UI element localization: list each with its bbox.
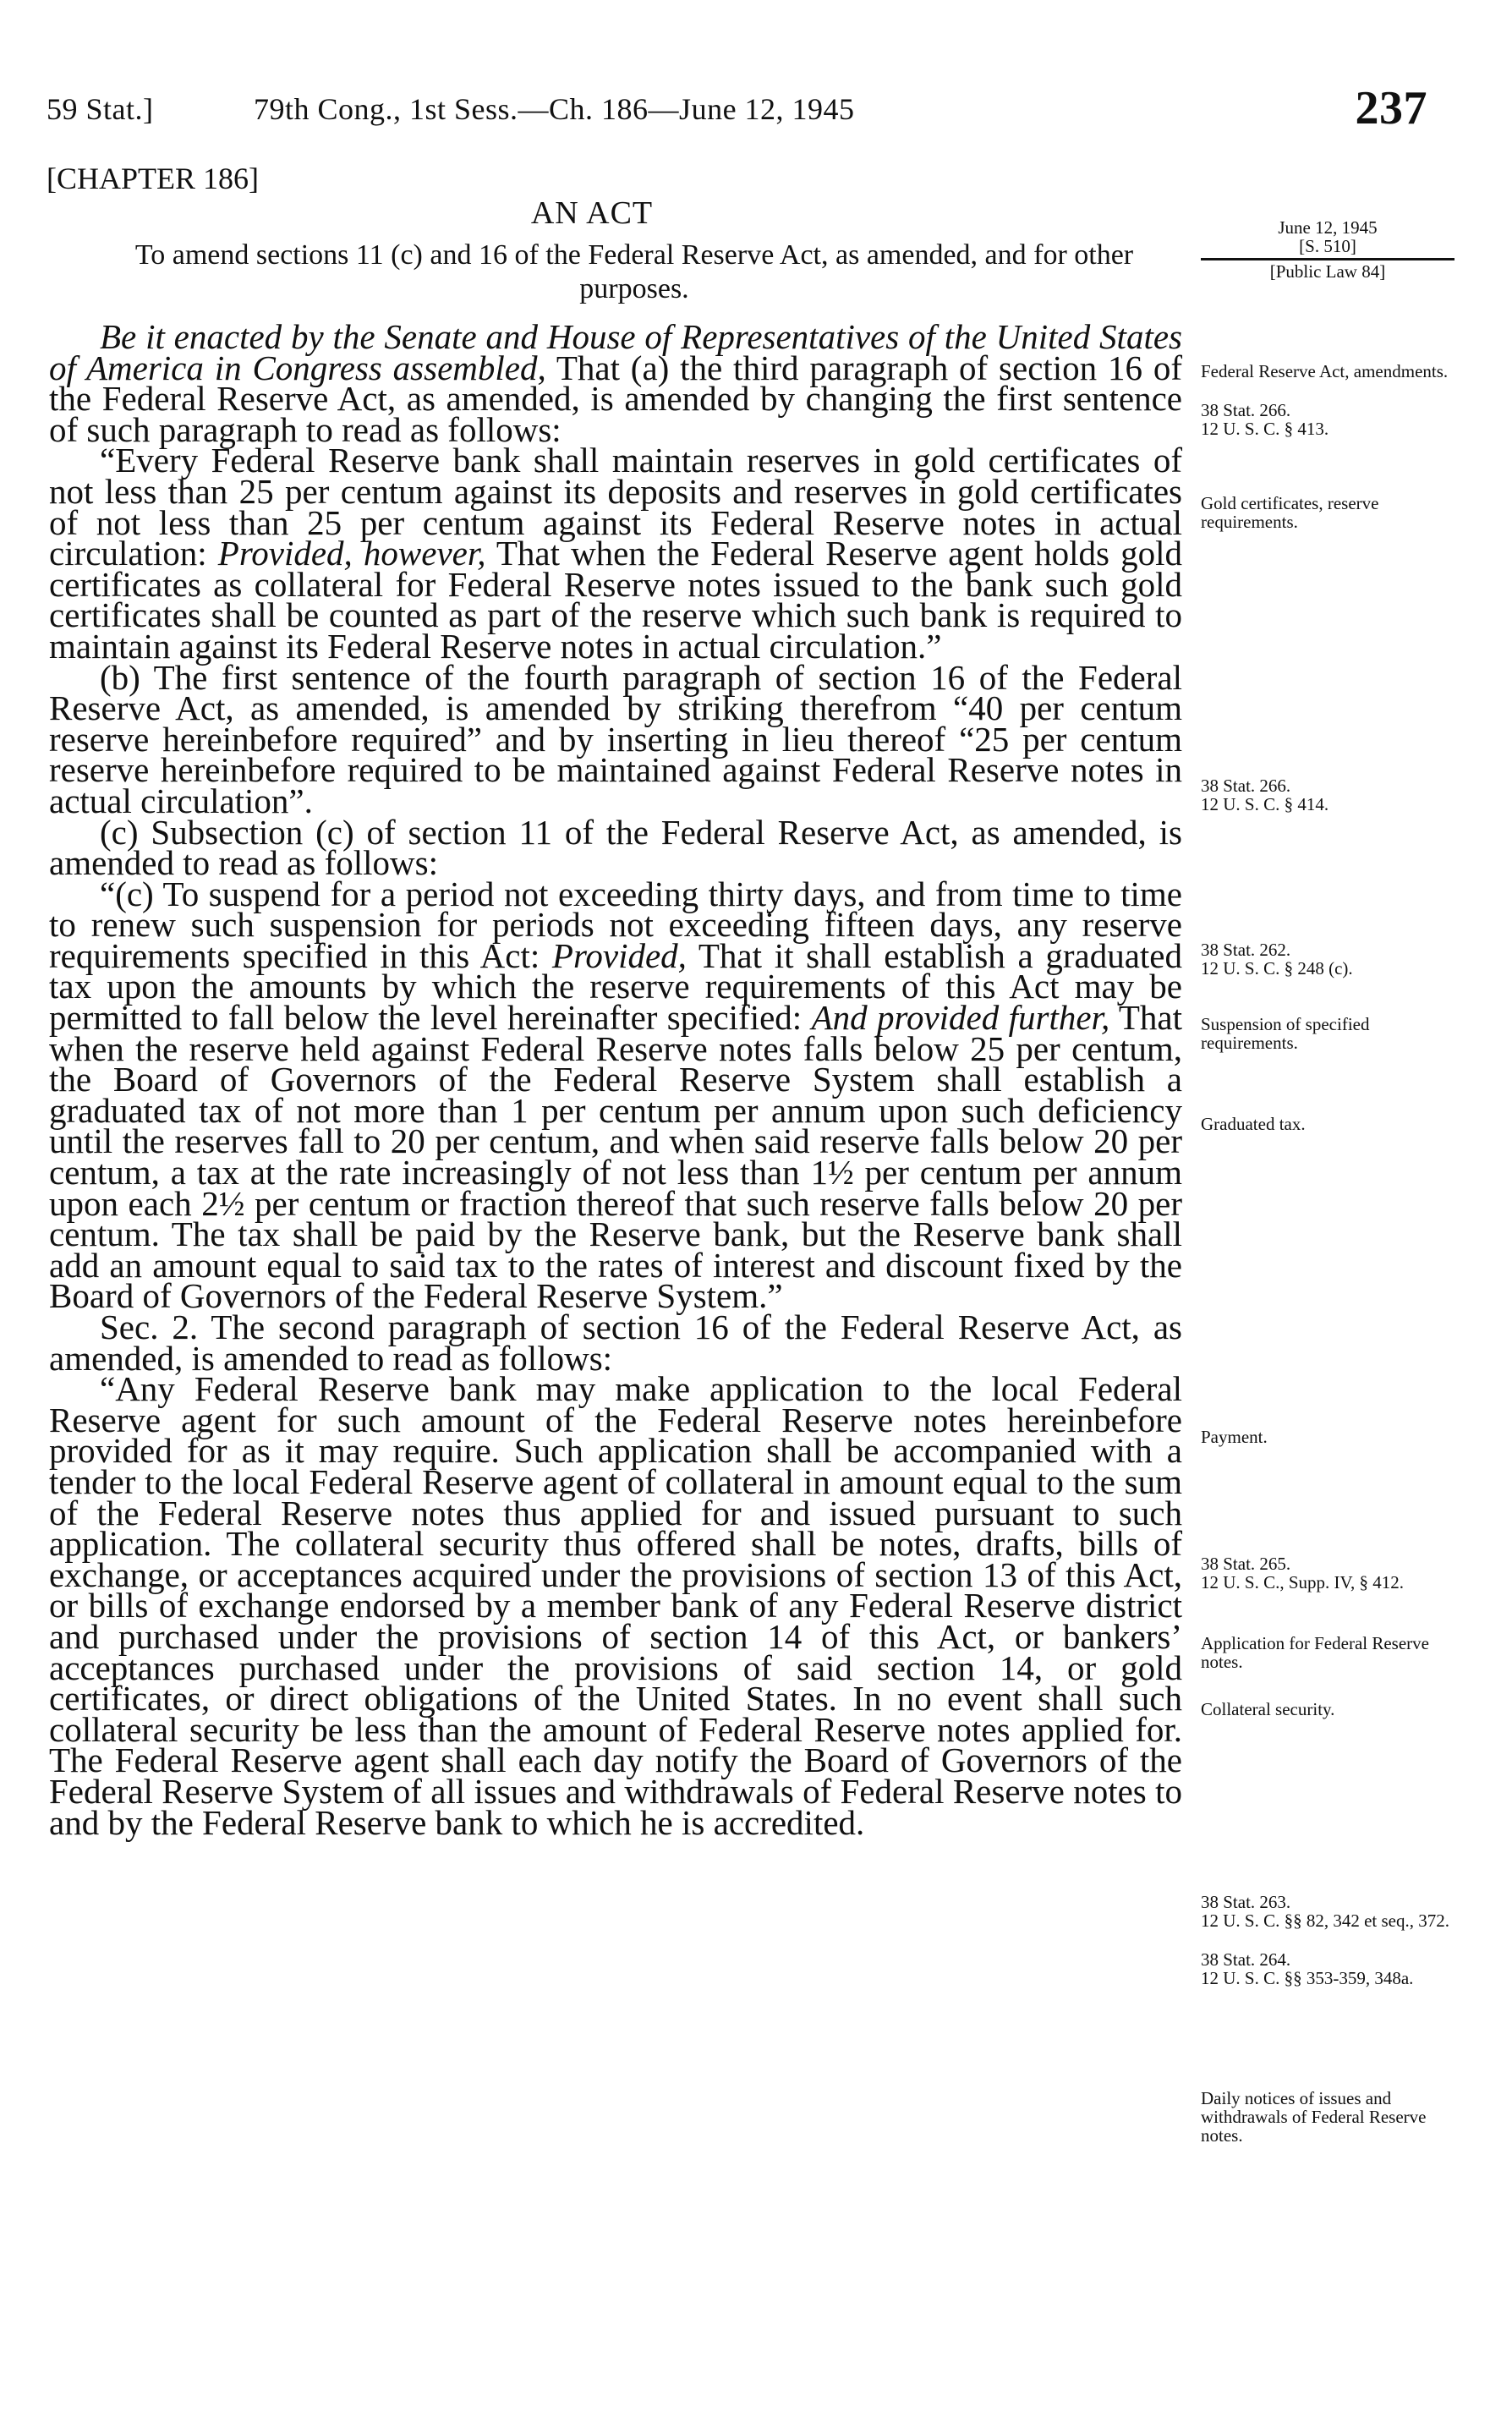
margin-note: 38 Stat. 266. <box>1201 400 1291 420</box>
enacting-clause <box>49 317 1183 449</box>
enacting-formula: Be it enacted by the Senate and House of Representatives of the United States of America in Congress assembled, <box>49 317 1182 387</box>
margin-note: Gold certificates, reserve requirements. <box>1201 493 1379 532</box>
margin-note: Daily notices of issues and withdrawals of Federal Reserve notes. <box>1201 2088 1427 2146</box>
quoted-suspension-provision <box>49 874 1182 1316</box>
quote-text: That when the reserve held against Federal Reserve notes falls below 25 per centum, the Board of Governors of the Federal Reserve System shall establish a graduated tax of not more than 1 per centum per annum upon such deficiency until the reserves fall to 20 per centum, and when said reserve falls below 20 per centum, a tax at the rate increasingly of not less than 1½ per centum per annum upon each 2½ per centum or fraction thereof that such reserve falls below 20 per centum. The tax shall be paid by the Reserve bank, but the Reserve bank shall add an amount equal to said tax to the rates of interest and discount fixed by the Board of Governors of the Federal Reserve System.” <box>49 998 1182 1316</box>
section-1b: (b) The first sentence of the fourth paragraph of section 16 of the Federal Reserve Act, as amended, is amended by striking therefrom “40 per centum reserve hereinbefore required” and by inserting in lieu thereof “25 per centum reserve hereinbefore required to be maintained against Federal Reserve notes in actual circulation”. <box>49 657 1182 820</box>
quote-text: “(c) To suspend for a period not exceeding thirty days, and from time to time to renew such suspension for periods not exceeding fifteen days, any reserve requirements specified in this Act: <box>49 874 1182 975</box>
margin-note: 38 Stat. 265. <box>1201 1554 1291 1574</box>
margin-note: 38 Stat. 266. <box>1201 776 1291 796</box>
quote-text: “Every Federal Reserve bank shall maintain reserves in gold certificates of not less than 25 per centum against its deposits and reserves in gold certificates of not less than 25 per centum against its Federal Reserve notes in actual circulation: <box>49 441 1182 573</box>
running-head: 79th Cong., 1st Sess.—Ch. 186—June 12, 1945 <box>254 92 855 126</box>
stat-reference: 59 Stat.] <box>47 92 154 126</box>
margin-note: 38 Stat. 264. <box>1201 1949 1291 1970</box>
proviso-label: Provided, <box>551 935 687 975</box>
proviso-label: And provided further, <box>811 998 1110 1038</box>
section-2: Sec. 2. The second paragraph of section 16 of the Federal Reserve Act, as amended, is amended to read as follows: <box>49 1307 1182 1378</box>
margin-note: Suspension of specified requirements. <box>1201 1014 1370 1053</box>
margin-rule <box>1201 258 1454 260</box>
section-1a-text: That (a) the third paragraph of section 16 of the Federal Reserve Act, as amended, is amended by changing the first sentence of such paragraph to read as follows: <box>49 348 1183 449</box>
margin-note: 12 U. S. C. § 248 (c). <box>1201 958 1353 979</box>
quote-text: That when the Federal Reserve agent holds gold certificates as collateral for Federal Reserve notes issued to the bank such gold certificates shall be counted as part of the reserve which such bank is required to maintain against its Federal Reserve notes in actual circulation.” <box>49 534 1182 666</box>
quoted-reserve-provision <box>49 441 1182 666</box>
margin-note: 12 U. S. C. §§ 353-359, 348a. <box>1201 1968 1414 1988</box>
margin-public-law: [Public Law 84] <box>1269 261 1386 282</box>
margin-bill: [S. 510] <box>1299 236 1356 256</box>
margin-note: 12 U. S. C. § 413. <box>1201 419 1329 439</box>
section-1c: (c) Subsection (c) of section 11 of the Federal Reserve Act, as amended, is amended to read as follows: <box>49 812 1182 883</box>
page-number: 237 <box>1355 82 1427 134</box>
margin-note: Application for Federal Reserve notes. <box>1201 1633 1429 1672</box>
margin-note: Federal Reserve Act, amendments. <box>1201 361 1449 381</box>
quote-text: That it shall establish a graduated tax upon the amounts by which the reserve requirements of this Act may be permitted to fall below the level hereinafter specified: <box>49 935 1182 1038</box>
margin-note: Payment. <box>1201 1427 1268 1447</box>
margin-date: June 12, 1945 <box>1278 217 1378 238</box>
act-title: AN ACT <box>530 195 654 231</box>
margin-note: Collateral security. <box>1201 1699 1335 1719</box>
margin-note: 38 Stat. 262. <box>1201 940 1291 960</box>
margin-note: 12 U. S. C. § 414. <box>1201 794 1329 814</box>
margin-note: 12 U. S. C., Supp. IV, § 412. <box>1201 1572 1404 1592</box>
act-purpose: To amend sections 11 (c) and 16 of the Federal Reserve Act, as amended, and for other purposes. <box>134 239 1134 304</box>
quoted-application-provision: “Any Federal Reserve bank may make application to the local Federal Reserve agent for such amount of the Federal Reserve notes hereinbefore provided for as it may require. Such application shall be accompanied with a tender to the local Federal Reserve agent of collateral in amount equal to the sum of the Federal Reserve notes thus applied for and issued pursuant to such application. The collateral security thus offered shall be notes, drafts, bills of exchange, or acceptances acquired under the provisions of section 13 of this Act, or bills of exchange endorsed by a member bank of any Federal Reserve district and purchased under the provisions of section 14 of this Act, or bankers’ acceptances purchased under the provisions of said section 14, or gold certificates, or direct obligations of the United States. In no event shall such collateral security be less than the amount of Federal Reserve notes applied for. The Federal Reserve agent shall each day notify the Board of Governors of the Federal Reserve System of all issues and withdrawals of Federal Reserve notes to and by the Federal Reserve bank to which he is accredited. <box>49 1369 1182 1842</box>
proviso-label: Provided, however, <box>217 534 486 573</box>
act-body <box>49 317 1183 1842</box>
margin-note: 12 U. S. C. §§ 82, 342 et seq., 372. <box>1201 1910 1449 1931</box>
chapter-label: [CHAPTER 186] <box>47 162 259 195</box>
margin-note: 38 Stat. 263. <box>1201 1892 1291 1912</box>
margin-note: Graduated tax. <box>1201 1114 1306 1134</box>
